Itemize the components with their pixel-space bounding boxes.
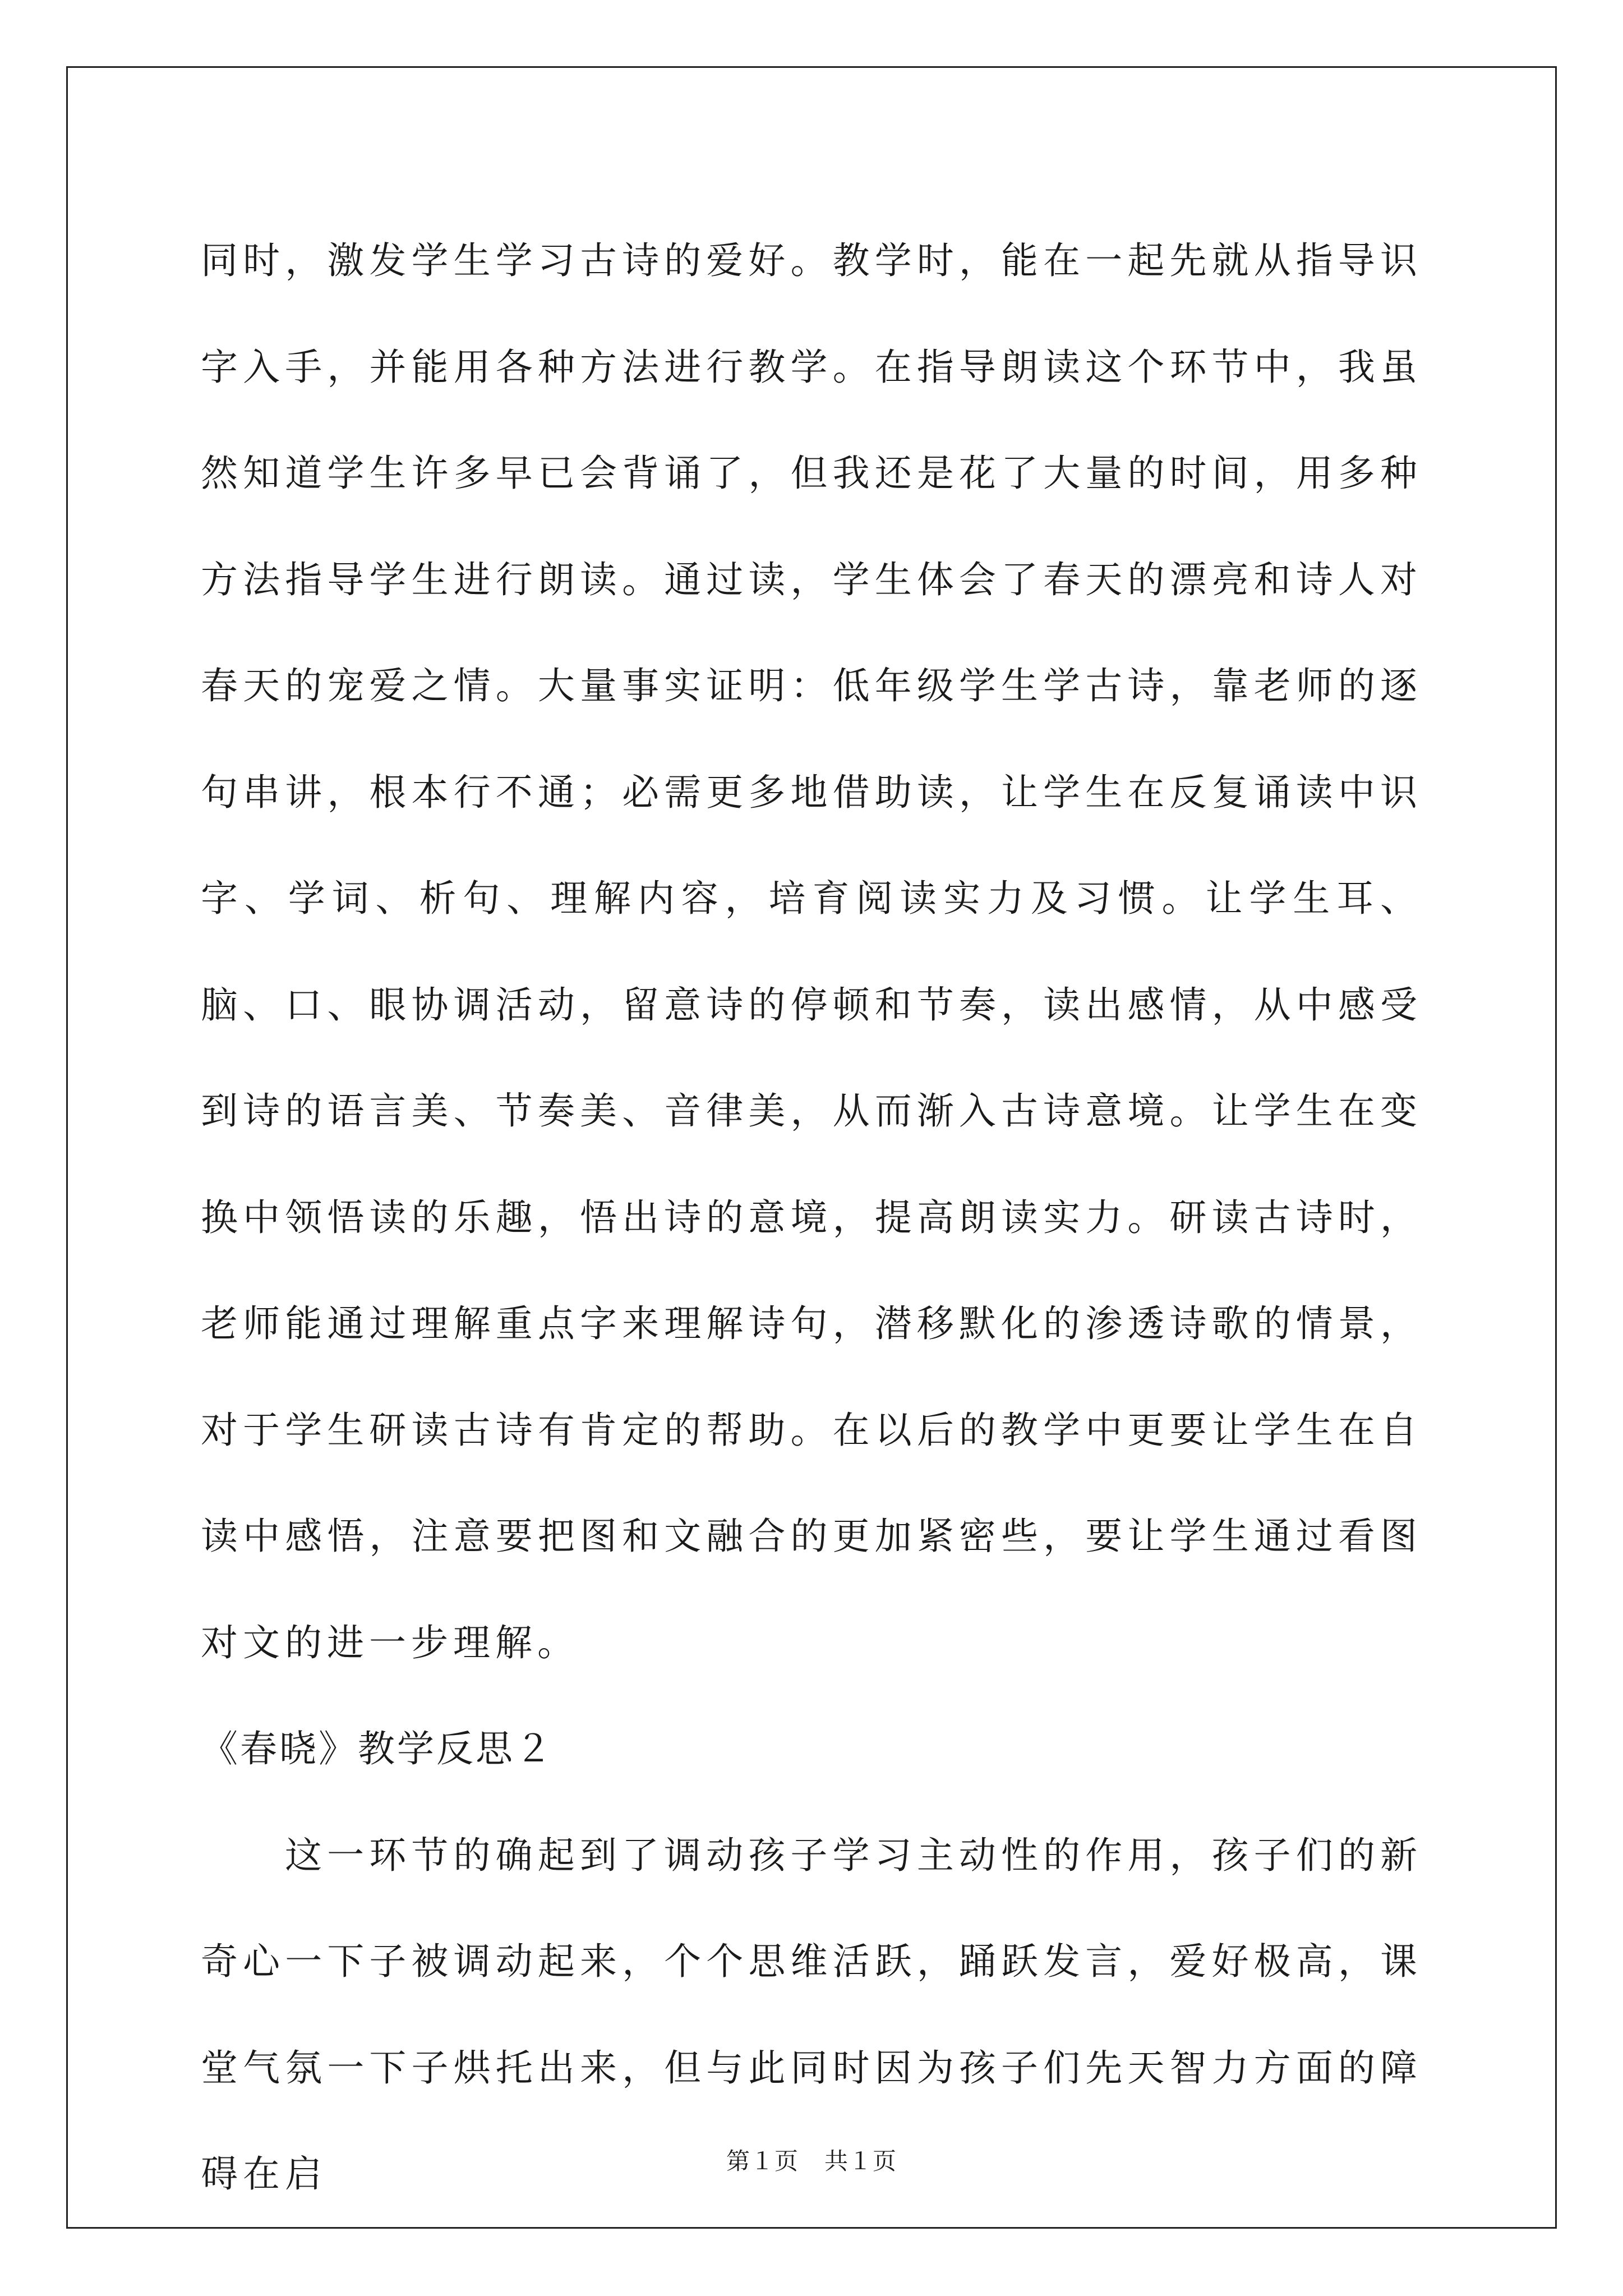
page-footer (0, 2145, 1623, 2178)
page-number-current: 第１页 (726, 2147, 799, 2175)
section-heading: 《春晓》教学反思２ (201, 1727, 554, 1770)
paragraph-1: 同时，激发学生学习古诗的爱好。教学时，能在一起先就从指导识字入手，并能用各种方法进行教学。在指导朗读这个环节中，我虽然知道学生许多早已会背诵了，但我还是花了大量的时间，用多种方法指导学生进行朗读。通过读，学生体会了春天的漂亮和诗人对春天的宠爱之情。大量事实证明：低年级学生学古诗，靠老师的逐句串讲，根本行不通；必需更多地借助读，让学生在反复诵读中识字、学词、析句、理解内容，培育阅读实力及习惯。让学生耳、脑、口、眼协调活动，留意诗的停顿和节奏，读出感情，从中感受到诗的语言美、节奏美、音律美，从而渐入古诗意境。让学生在变换中领悟读的乐趣，悟出诗的意境，提高朗读实力。研读古诗时，老师能通过理解重点字来理解诗句，潜移默化的渗透诗歌的情景，对于学生研读古诗有肯定的帮助。在以后的教学中更要让学生在自读中感悟，注意要把图和文融合的更加紧密些，要让学生通过看图对文的进一步理解。 (201, 239, 1422, 1664)
paragraph-2: 这一环节的确起到了调动孩子学习主动性的作用，孩子们的新奇心一下子被调动起来，个个思维活跃，踊跃发言，爱好极高，课堂气氛一下子烘托出来，但与此同时因为孩子们先天智力方面的障碍在启 (201, 1833, 1422, 2196)
page-number-total: 共１页 (824, 2147, 897, 2175)
document-body (201, 208, 1422, 2228)
